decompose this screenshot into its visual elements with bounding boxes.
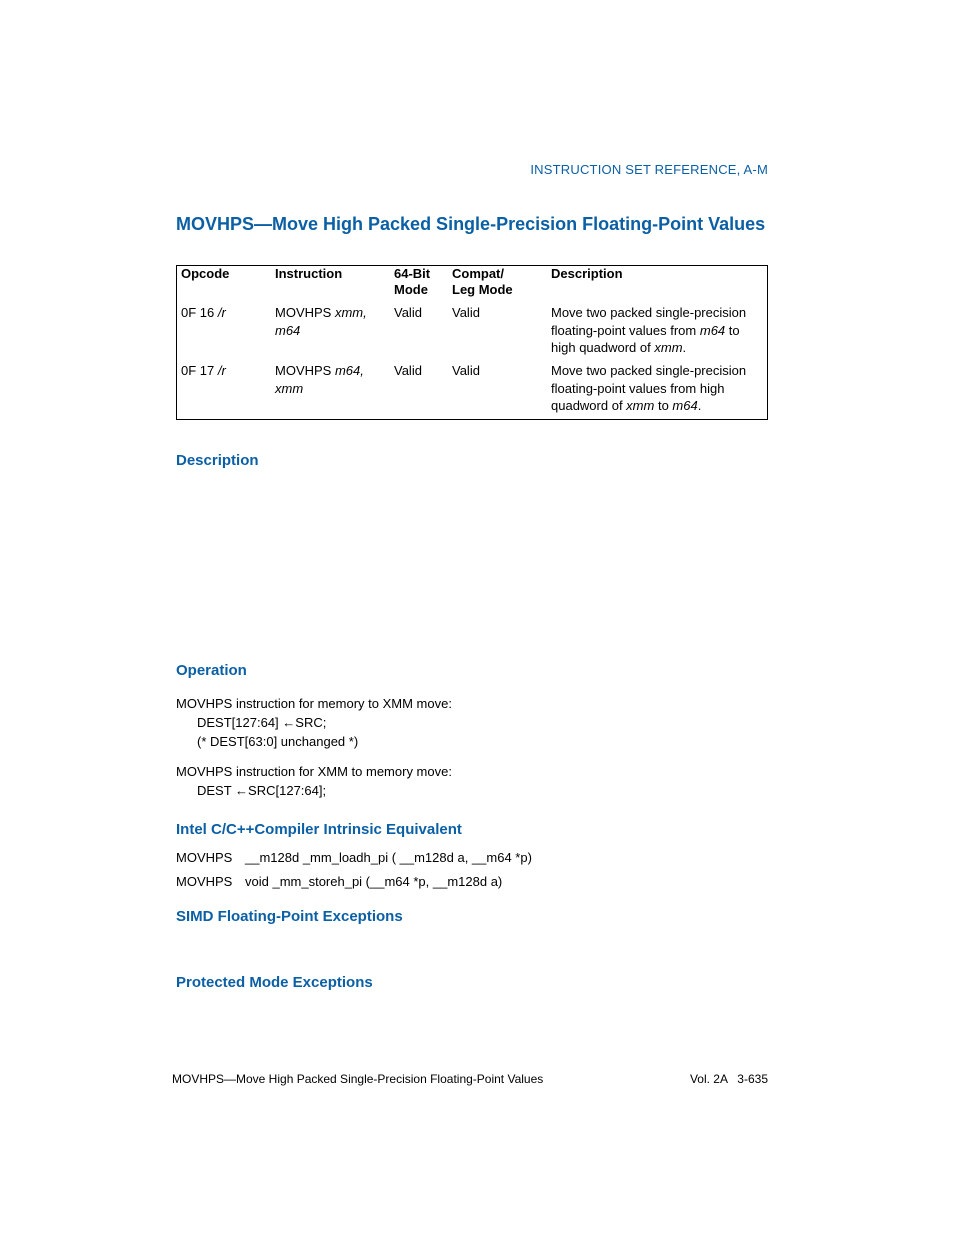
row1-desc-line2b: m64 xyxy=(699,322,726,338)
footer-page-number: Vol. 2A 3-635 xyxy=(689,1072,768,1086)
row1-desc-line2c: to xyxy=(725,322,740,338)
section-heading-operation: Operation xyxy=(176,662,247,679)
row2-operand2: xmm xyxy=(275,380,304,396)
col-header-64bit-mode xyxy=(394,266,430,298)
row2-opcode-text: 0F 17 xyxy=(181,363,218,378)
section-heading-protected-mode-exceptions: Protected Mode Exceptions xyxy=(176,974,373,991)
row2-desc-line3c: to xyxy=(654,398,673,413)
operation-block2-title: MOVHPS instruction for XMM to memory move: xyxy=(176,764,452,779)
row1-description xyxy=(551,304,746,357)
intrinsic-2-signature: void _mm_storeh_pi (__m64 *p, __m128d a) xyxy=(245,874,503,889)
running-header: INSTRUCTION SET REFERENCE, A-M xyxy=(530,162,768,177)
row1-64bit-mode: Valid xyxy=(394,305,422,320)
col-header-compat-line2: Leg Mode xyxy=(452,282,513,297)
section-heading-simd-exceptions: SIMD Floating-Point Exceptions xyxy=(176,908,403,925)
row1-desc-line3a: high quadword of xyxy=(551,340,655,355)
row2-description xyxy=(551,362,746,415)
operation-block1-title: MOVHPS instruction for memory to XMM move: xyxy=(176,696,452,711)
row2-compat-mode: Valid xyxy=(452,363,480,378)
section-heading-description: Description xyxy=(176,452,259,469)
row2-desc-line3e: . xyxy=(697,398,702,413)
row2-desc-line2: floating-point values from high xyxy=(551,380,725,396)
intrinsic-2-mnemonic: MOVHPS xyxy=(176,874,233,889)
row1-operand1: xmm, xyxy=(334,305,367,320)
row1-desc-line3b: xmm xyxy=(654,340,683,355)
col-header-compat-mode xyxy=(452,266,513,298)
col-header-description: Description xyxy=(551,266,623,281)
row2-opcode xyxy=(181,362,226,380)
col-header-instruction: Instruction xyxy=(275,266,343,281)
row1-opcode-suffix: /r xyxy=(217,305,226,320)
row1-opcode-text: 0F 16 xyxy=(181,305,218,320)
row2-operand1: m64, xyxy=(334,363,364,378)
col-header-opcode: Opcode xyxy=(181,266,230,281)
row1-opcode xyxy=(181,304,226,322)
row2-mnemonic: MOVHPS xyxy=(275,363,335,378)
row1-operand2: m64 xyxy=(275,322,301,338)
operation-block1-line2: (* DEST[63:0] unchanged *) xyxy=(197,734,359,749)
row2-desc-line1: Move two packed single-precision xyxy=(551,363,747,378)
operation-block2-line1: DEST ←SRC[127:64]; xyxy=(197,783,327,798)
row2-instruction xyxy=(275,362,364,397)
col-header-64bit-line2: Mode xyxy=(394,282,428,297)
row1-instruction xyxy=(275,304,367,339)
section-heading-intrinsic: Intel C/C++Compiler Intrinsic Equivalent xyxy=(176,821,462,838)
row1-desc-line2a: floating-point values from xyxy=(551,322,700,338)
row2-desc-line3a: quadword of xyxy=(551,398,627,413)
opcode-table xyxy=(176,265,768,420)
row1-mnemonic: MOVHPS xyxy=(275,305,335,320)
page-title: MOVHPS—Move High Packed Single-Precision Floating-Point Values xyxy=(176,214,766,234)
intrinsic-1-mnemonic: MOVHPS xyxy=(176,850,233,865)
operation-block1-line1: DEST[127:64] ←SRC; xyxy=(197,715,327,730)
row1-compat-mode: Valid xyxy=(452,305,480,320)
row2-desc-line3d: m64 xyxy=(672,398,698,413)
row1-desc-line3c: . xyxy=(682,340,687,355)
col-header-compat-line1: Compat/ xyxy=(452,266,504,281)
row2-opcode-suffix: /r xyxy=(217,363,226,378)
col-header-64bit-line1: 64-Bit xyxy=(394,266,431,281)
intrinsic-1-signature: __m128d _mm_loadh_pi ( __m128d a, __m64 *p) xyxy=(245,850,532,865)
footer-left: MOVHPS—Move High Packed Single-Precision Floating-Point Values xyxy=(172,1072,544,1086)
row2-64bit-mode: Valid xyxy=(394,363,422,378)
row1-desc-line1: Move two packed single-precision xyxy=(551,305,747,320)
row2-desc-line3b: xmm xyxy=(626,398,655,413)
